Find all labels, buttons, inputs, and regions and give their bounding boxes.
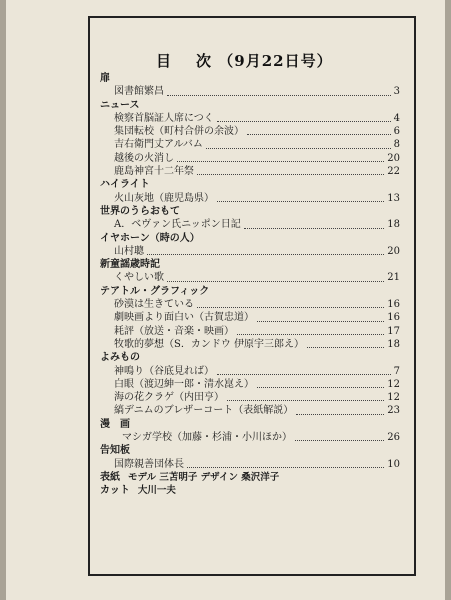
page-number: 26 [387, 432, 400, 444]
dot-leader [296, 400, 384, 414]
toc-entry [100, 165, 400, 178]
entry-title: 白眼（渡辺紳一郎・清水崑え） [114, 378, 254, 390]
dot-leader [147, 241, 384, 255]
page-number: 6 [393, 126, 400, 138]
entry-title: 海の花クラゲ（内田亨） [114, 392, 224, 404]
section-heading: 漫 画 [100, 418, 130, 430]
dot-leader [167, 267, 384, 281]
page-number: 18 [387, 219, 400, 231]
section-heading: 告知板 [100, 445, 130, 457]
entry-title: 検察首脳証人席につく [114, 112, 214, 124]
dot-leader [167, 81, 391, 95]
entry-title: 図書館繁昌 [114, 86, 164, 98]
section-heading: 表紙 モデル 三苫明子 デザイン 桑沢洋子 [100, 471, 280, 483]
dot-leader [197, 294, 384, 308]
entry-title: 集団転校（町村合併の余波） [114, 126, 244, 138]
toc-entry [100, 338, 400, 351]
page-number: 8 [393, 139, 400, 151]
entry-title: 火山灰地（鹿児島県） [114, 192, 214, 204]
page-number: 12 [387, 392, 400, 404]
entry-title: 砂漠は生きている [114, 299, 194, 311]
dot-leader [217, 188, 384, 202]
toc-entry [100, 458, 400, 471]
entry-title: 山村聰 [114, 245, 144, 257]
credit-text: モデル 三苫明子 デザイン 桑沢洋子 [128, 471, 280, 483]
toc-entry [100, 245, 400, 258]
page-number: 17 [387, 325, 400, 337]
toc-section [100, 471, 400, 484]
page-number: 10 [387, 458, 400, 470]
toc-entry [100, 404, 400, 417]
section-heading: イヤホーン（時の人） [100, 232, 200, 244]
page-number: 18 [387, 338, 400, 350]
table-of-contents [100, 72, 400, 498]
page-number: 20 [387, 152, 400, 164]
toc-entry [100, 218, 400, 231]
page-number: 4 [393, 112, 400, 124]
entry-title: 吉右衛門丈アルバム [114, 139, 203, 151]
dot-leader [295, 427, 384, 441]
dot-leader [177, 148, 384, 162]
dot-leader [257, 374, 384, 388]
page-number: 3 [393, 86, 400, 98]
page-number: 12 [387, 378, 400, 390]
entry-title: 鹿島神宮十二年祭 [114, 166, 194, 178]
dot-leader [237, 321, 384, 335]
section-heading: よみもの [100, 352, 140, 364]
toc-entry [100, 271, 400, 284]
page-number: 7 [393, 365, 400, 377]
dot-leader [197, 161, 384, 175]
entry-title: A．ベヴァン氏ニッポン日記 [114, 219, 241, 231]
section-heading: テアトル・グラフィック [100, 285, 210, 297]
dot-leader [217, 361, 391, 375]
dot-leader [247, 121, 391, 135]
page-number: 13 [387, 192, 400, 204]
toc-section [100, 484, 400, 497]
dot-leader [227, 387, 384, 401]
credit-text: 大川一夫 [137, 485, 176, 497]
entry-title: マシガ学校（加藤・杉浦・小川ほか） [122, 432, 292, 444]
section-heading: ニュース [100, 99, 140, 111]
section-heading: 新童謡歳時記 [100, 259, 160, 271]
entry-title: 耗評（放送・音楽・映画） [114, 325, 234, 337]
entry-title: 神鳴り（谷底見れば） [114, 365, 214, 377]
dot-leader [307, 334, 384, 348]
page-number: 23 [387, 405, 400, 417]
entry-title: 国際親善団体長 [114, 458, 184, 470]
issue-date: （9月22日号） [218, 52, 333, 70]
entry-title: 縞デニムのブレザーコート（表紙解説） [114, 405, 294, 417]
toc-entry [100, 85, 400, 98]
dot-leader [187, 454, 384, 468]
section-heading: 世界のうらおもて [100, 205, 180, 217]
dot-leader [257, 307, 384, 321]
entry-title: 越後の火消し [114, 152, 174, 164]
section-heading: ハイライト [100, 179, 150, 191]
page-number: 20 [387, 245, 400, 257]
page-title [156, 50, 333, 71]
page-number: 16 [387, 312, 400, 324]
dot-leader [206, 134, 391, 148]
entry-title: 牧歌的夢想（S．カンドウ 伊原宇三郎え） [114, 338, 305, 350]
section-heading: 扉 [100, 73, 110, 84]
entry-title: くやしい歌 [114, 272, 164, 284]
page-number: 16 [387, 299, 400, 311]
entry-title: 劇映画より面白い（古賀忠道） [114, 312, 254, 324]
section-heading: カット 大川一夫 [100, 485, 176, 497]
page-number: 22 [387, 166, 400, 178]
toc-entry [100, 192, 400, 205]
page-number: 21 [387, 272, 400, 284]
title-char-1: 目 [156, 52, 173, 70]
title-char-2: 次 [196, 52, 213, 70]
toc-entry [100, 431, 400, 444]
magazine-page [6, 0, 445, 600]
dot-leader [244, 214, 385, 228]
dot-leader [217, 108, 391, 122]
